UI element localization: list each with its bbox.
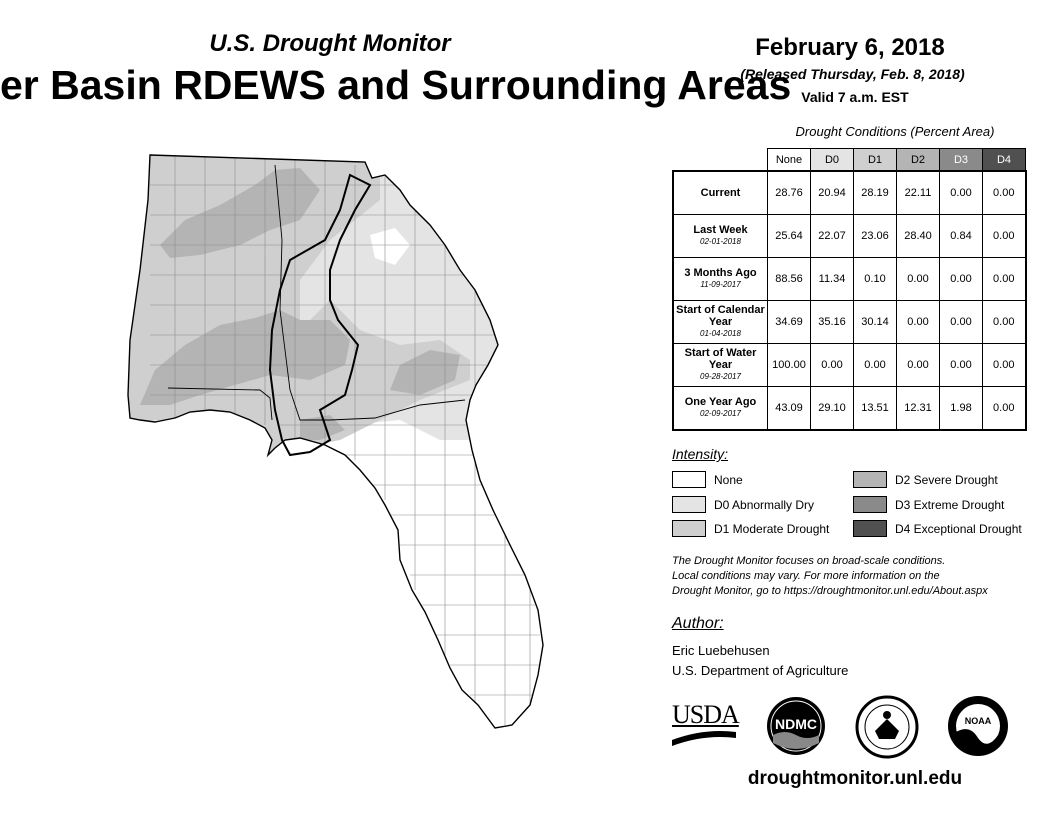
- table-cell: 0.10: [854, 258, 897, 301]
- author-info: [672, 641, 848, 681]
- ndmc-logo: [765, 695, 827, 757]
- table-cell: 0.00: [897, 258, 940, 301]
- table-cell: 20.94: [811, 171, 854, 215]
- conditions-title: Drought Conditions (Percent Area): [795, 124, 995, 139]
- table-cell: 0.00: [940, 258, 983, 301]
- table-cell: 0.00: [940, 171, 983, 215]
- table-row: [673, 387, 1026, 431]
- table-cell: 0.00: [983, 301, 1026, 344]
- row-label: [673, 344, 768, 387]
- table-cell: 25.64: [768, 215, 811, 258]
- table-cell: 13.51: [854, 387, 897, 431]
- table-cell: 0.00: [940, 301, 983, 344]
- legend-item: [853, 471, 998, 488]
- legend-item: [672, 471, 743, 488]
- row-label: [673, 171, 768, 215]
- table-cell: 34.69: [768, 301, 811, 344]
- legend-swatch: [672, 471, 706, 488]
- legend-label: D2 Severe Drought: [895, 472, 998, 487]
- note-line: Local conditions may vary. For more information on the: [672, 570, 940, 582]
- table-cell: 29.10: [811, 387, 854, 431]
- row-label: [673, 301, 768, 344]
- table-cell: 35.16: [811, 301, 854, 344]
- table-row: [673, 258, 1026, 301]
- legend-swatch: [853, 496, 887, 513]
- row-label-text: One Year Ago: [684, 396, 757, 408]
- conditions-table: [672, 148, 1027, 431]
- noaa-logo-text: NOAA: [964, 716, 992, 726]
- noaa-logo: [946, 694, 1010, 758]
- table-cell: 0.00: [983, 258, 1026, 301]
- row-label: [673, 215, 768, 258]
- row-label: [673, 387, 768, 431]
- usda-swoosh-icon: [672, 728, 736, 746]
- table-row: [673, 301, 1026, 344]
- table-cell: 0.84: [940, 215, 983, 258]
- row-label-text: Start of Calendar Year: [676, 304, 765, 328]
- note-line: Drought Monitor, go to https://droughtmonitor.unl.edu/About.aspx: [672, 585, 988, 597]
- table-cell: 0.00: [983, 344, 1026, 387]
- legend-label: D3 Extreme Drought: [895, 497, 1005, 512]
- table-row: [673, 171, 1026, 215]
- table-cell: 0.00: [983, 215, 1026, 258]
- legend-item: [853, 496, 1004, 513]
- table-cell: 23.06: [854, 215, 897, 258]
- table-cell: 88.56: [768, 258, 811, 301]
- author-heading: Author:: [672, 615, 724, 632]
- row-date: 02-09-2017: [700, 409, 741, 418]
- note-line: The Drought Monitor focuses on broad-scale conditions.: [672, 555, 946, 567]
- table-cell: 22.11: [897, 171, 940, 215]
- usda-logo: [672, 700, 739, 748]
- table-cell: 1.98: [940, 387, 983, 431]
- map-title: er Basin RDEWS and Surrounding Areas: [0, 62, 792, 108]
- table-cell: 0.00: [983, 171, 1026, 215]
- col-header: D2: [897, 149, 940, 172]
- legend-label: D0 Abnormally Dry: [714, 497, 815, 512]
- usda-logo-text: USDA: [672, 700, 739, 729]
- legend-swatch: [672, 520, 706, 537]
- table-cell: 0.00: [940, 344, 983, 387]
- drought-map: [115, 150, 555, 750]
- col-header: None: [768, 149, 811, 172]
- table-cell: 43.09: [768, 387, 811, 431]
- row-label-text: 3 Months Ago: [684, 267, 757, 279]
- footer-url[interactable]: droughtmonitor.unl.edu: [747, 768, 963, 789]
- ndmc-logo-text: NDMC: [775, 716, 817, 732]
- row-date: 02-01-2018: [700, 237, 741, 246]
- legend-swatch: [672, 496, 706, 513]
- table-cell: 0.00: [811, 344, 854, 387]
- author-org: U.S. Department of Agriculture: [672, 663, 849, 678]
- legend-swatch: [853, 471, 887, 488]
- table-cell: 22.07: [811, 215, 854, 258]
- table-cell: 0.00: [897, 344, 940, 387]
- col-header: D3: [940, 149, 983, 172]
- col-header: D0: [811, 149, 854, 172]
- legend-item: [853, 520, 1022, 537]
- release-date: (Released Thursday, Feb. 8, 2018): [740, 66, 965, 82]
- legend-label: None: [714, 472, 743, 487]
- row-label-text: Last Week: [693, 224, 748, 236]
- row-label-text: Current: [700, 187, 741, 199]
- author-name: Eric Luebehusen: [672, 643, 770, 658]
- table-cell: 0.00: [854, 344, 897, 387]
- legend-item: [672, 496, 814, 513]
- table-header-row: [673, 149, 1026, 172]
- table-cell: 100.00: [768, 344, 811, 387]
- legend-swatch: [853, 520, 887, 537]
- table-cell: 30.14: [854, 301, 897, 344]
- table-corner: [673, 149, 768, 172]
- table-cell: 28.19: [854, 171, 897, 215]
- row-date: 01-04-2018: [700, 329, 741, 338]
- row-label: [673, 258, 768, 301]
- table-cell: 0.00: [897, 301, 940, 344]
- table-cell: 12.31: [897, 387, 940, 431]
- legend-title: Intensity:: [672, 446, 729, 462]
- legend-label: D1 Moderate Drought: [714, 521, 830, 536]
- row-date: 09-28-2017: [700, 372, 741, 381]
- valid-time: Valid 7 a.m. EST: [801, 89, 909, 105]
- disclaimer-note: [672, 554, 1052, 599]
- legend-label: D4 Exceptional Drought: [895, 521, 1022, 536]
- table-row: [673, 344, 1026, 387]
- table-cell: 11.34: [811, 258, 854, 301]
- table-cell: 28.76: [768, 171, 811, 215]
- table-cell: 28.40: [897, 215, 940, 258]
- col-header: D1: [854, 149, 897, 172]
- row-label-text: Start of Water Year: [684, 347, 757, 371]
- row-date: 11-09-2017: [700, 280, 741, 289]
- table-row: [673, 215, 1026, 258]
- map-date: February 6, 2018: [755, 34, 945, 61]
- doc-seal-icon: [855, 695, 919, 759]
- map-subtitle: U.S. Drought Monitor: [209, 30, 451, 57]
- table-cell: 0.00: [983, 387, 1026, 431]
- col-header: D4: [983, 149, 1026, 172]
- legend-item: [672, 520, 829, 537]
